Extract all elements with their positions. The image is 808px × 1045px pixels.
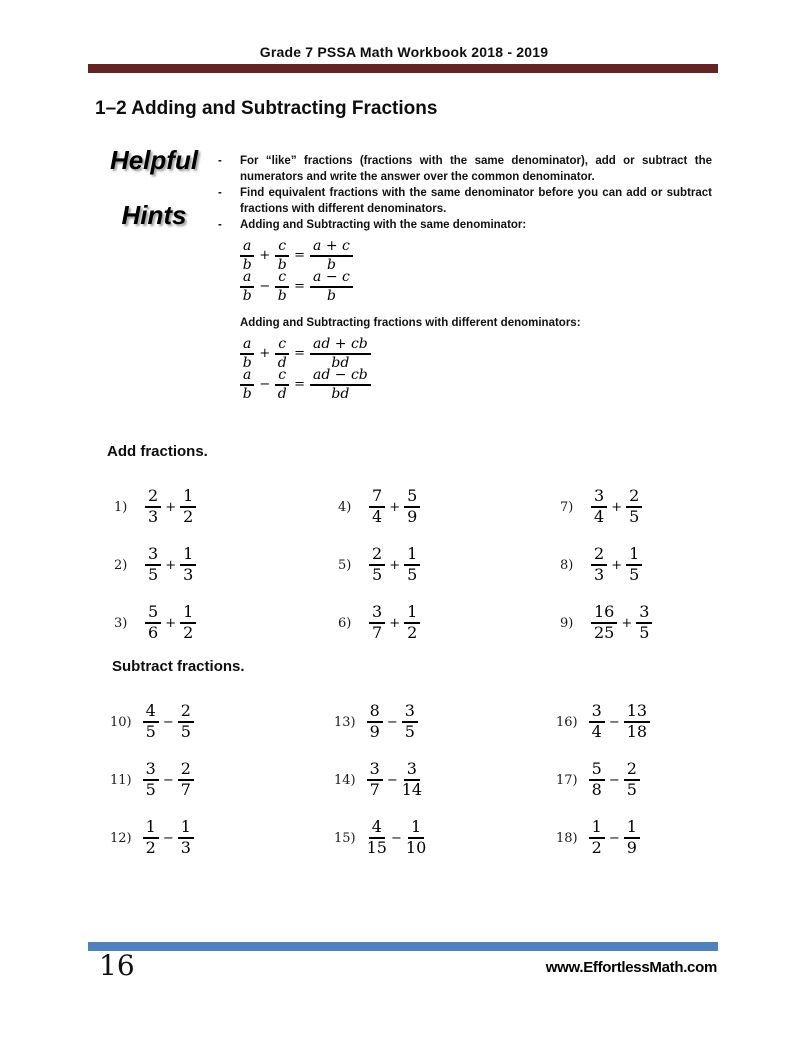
fraction-denominator: b bbox=[277, 287, 287, 304]
fraction-denominator: 7 bbox=[372, 623, 383, 642]
fraction-denominator: 8 bbox=[591, 780, 602, 799]
fraction-denominator: 9 bbox=[369, 722, 380, 741]
fraction-denominator: 5 bbox=[407, 565, 418, 584]
fraction-numerator: 2 bbox=[591, 546, 607, 566]
fraction bbox=[275, 368, 289, 401]
fraction-denominator: 5 bbox=[372, 565, 383, 584]
fraction-denominator: 25 bbox=[594, 623, 615, 642]
hint-bullet-dash: - bbox=[218, 155, 222, 167]
fraction bbox=[143, 761, 159, 799]
fraction-numerator: 4 bbox=[369, 819, 385, 839]
fraction bbox=[145, 604, 161, 642]
problem-item bbox=[114, 536, 338, 594]
fraction bbox=[591, 604, 617, 642]
fraction-denominator: b bbox=[242, 385, 252, 402]
fraction-numerator: 16 bbox=[591, 604, 617, 624]
fraction-denominator: 5 bbox=[626, 780, 637, 799]
fraction bbox=[369, 546, 385, 584]
fraction bbox=[145, 546, 161, 584]
fraction-numerator: 4 bbox=[143, 703, 159, 723]
fraction-numerator: 3 bbox=[636, 604, 652, 624]
problem-item bbox=[114, 478, 338, 536]
fraction bbox=[369, 488, 385, 526]
different-denominators-label: Adding and Subtracting fractions with different denominators: bbox=[240, 317, 581, 329]
fraction-denominator: 2 bbox=[183, 507, 194, 526]
problem-number: 6) bbox=[338, 615, 352, 631]
operator: + bbox=[165, 615, 177, 631]
fraction-denominator: bd bbox=[331, 385, 350, 402]
operator: + bbox=[389, 615, 401, 631]
operator: + bbox=[621, 615, 633, 631]
fraction bbox=[240, 239, 254, 272]
operator: − bbox=[162, 830, 174, 846]
fraction-denominator: b bbox=[242, 287, 252, 304]
fraction-numerator: 1 bbox=[180, 488, 196, 508]
fraction-numerator: 1 bbox=[404, 546, 420, 566]
fraction-numerator: 2 bbox=[178, 703, 194, 723]
fraction-denominator: b bbox=[242, 354, 252, 371]
fraction-denominator: 5 bbox=[148, 565, 159, 584]
problem-number: 17) bbox=[556, 772, 578, 788]
fraction-numerator: 5 bbox=[589, 761, 605, 781]
fraction-denominator: 5 bbox=[180, 722, 191, 741]
operator: = bbox=[294, 279, 306, 294]
add-fractions-problems bbox=[114, 478, 714, 652]
fraction-numerator: 1 bbox=[143, 819, 159, 839]
fraction-numerator: 2 bbox=[624, 761, 640, 781]
fraction bbox=[240, 270, 254, 303]
operator: = bbox=[294, 377, 306, 392]
fraction bbox=[624, 703, 650, 741]
fraction bbox=[178, 761, 194, 799]
fraction-numerator: 1 bbox=[624, 819, 640, 839]
fraction-denominator: 9 bbox=[407, 507, 418, 526]
problem-number: 4) bbox=[338, 499, 352, 515]
fraction-numerator: 3 bbox=[145, 546, 161, 566]
fraction-numerator: ad − cb bbox=[310, 368, 371, 386]
operator: − bbox=[259, 377, 271, 392]
fraction-denominator: 2 bbox=[145, 838, 156, 857]
fraction-numerator: 3 bbox=[367, 761, 383, 781]
fraction-numerator: 1 bbox=[178, 819, 194, 839]
problem-number: 9) bbox=[560, 615, 574, 631]
fraction bbox=[589, 703, 605, 741]
fraction bbox=[404, 546, 420, 584]
fraction-denominator: 3 bbox=[180, 838, 191, 857]
fraction bbox=[240, 337, 254, 370]
fraction bbox=[275, 239, 289, 272]
fraction-numerator: 2 bbox=[145, 488, 161, 508]
fraction-numerator: 3 bbox=[369, 604, 385, 624]
problem-item bbox=[556, 809, 714, 867]
fraction-denominator: 10 bbox=[405, 838, 427, 857]
fraction bbox=[143, 819, 159, 857]
fraction-numerator: 8 bbox=[367, 703, 383, 723]
fraction-denominator: 5 bbox=[629, 565, 640, 584]
fraction-numerator: 1 bbox=[408, 819, 424, 839]
fraction-numerator: c bbox=[275, 337, 289, 355]
problem-item bbox=[560, 536, 714, 594]
operator: − bbox=[162, 772, 174, 788]
fraction-numerator: 1 bbox=[626, 546, 642, 566]
fraction-denominator: 3 bbox=[148, 507, 159, 526]
operator: + bbox=[611, 499, 623, 515]
fraction bbox=[275, 270, 289, 303]
problem-number: 7) bbox=[560, 499, 574, 515]
problem-item bbox=[338, 478, 560, 536]
fraction bbox=[180, 604, 196, 642]
operator: − bbox=[259, 279, 271, 294]
problem-item bbox=[560, 478, 714, 536]
operator: − bbox=[608, 714, 620, 730]
fraction bbox=[636, 604, 652, 642]
hint-text: Adding and Subtracting with the same denominator: bbox=[240, 219, 527, 231]
fraction bbox=[178, 819, 194, 857]
fraction bbox=[589, 819, 605, 857]
fraction-numerator: 3 bbox=[402, 703, 418, 723]
fraction bbox=[589, 761, 605, 799]
fraction-numerator: c bbox=[275, 270, 289, 288]
fraction-denominator: 7 bbox=[369, 780, 380, 799]
fraction bbox=[143, 703, 159, 741]
fraction-denominator: 4 bbox=[372, 507, 383, 526]
problem-number: 8) bbox=[560, 557, 574, 573]
hint-text: For “like” fractions (fractions with the same denominator), add or subtract the numerators and write the answer over the common denominator. bbox=[240, 155, 712, 183]
different-denominator-formulas bbox=[240, 335, 712, 402]
fraction-numerator: a bbox=[240, 368, 254, 386]
fraction bbox=[178, 703, 194, 741]
fraction bbox=[404, 604, 420, 642]
fraction bbox=[310, 239, 353, 272]
fraction-numerator: 3 bbox=[589, 703, 605, 723]
hint-text: Find equivalent fractions with the same denominator before you can add or subtract fractions with different denominators. bbox=[240, 187, 712, 215]
hint-item bbox=[218, 153, 712, 185]
fraction-numerator: 13 bbox=[624, 703, 650, 723]
fraction-denominator: 5 bbox=[404, 722, 415, 741]
fraction bbox=[310, 368, 371, 401]
problem-item bbox=[334, 751, 556, 809]
problem-item bbox=[338, 594, 560, 652]
fraction-numerator: ad + cb bbox=[310, 337, 371, 355]
fraction-numerator: 5 bbox=[145, 604, 161, 624]
fraction-denominator: 7 bbox=[180, 780, 191, 799]
problem-item bbox=[114, 594, 338, 652]
fraction-numerator: c bbox=[275, 368, 289, 386]
formula bbox=[240, 335, 712, 371]
operator: + bbox=[389, 499, 401, 515]
fraction bbox=[626, 488, 642, 526]
operator: + bbox=[165, 499, 177, 515]
hints-label: Hints bbox=[121, 200, 187, 230]
operator: − bbox=[390, 830, 402, 846]
problem-item bbox=[334, 693, 556, 751]
fraction-numerator: 1 bbox=[180, 604, 196, 624]
problem-number: 15) bbox=[334, 830, 356, 846]
fraction-denominator: 5 bbox=[629, 507, 640, 526]
hint-item bbox=[218, 185, 712, 217]
problem-number: 11) bbox=[110, 772, 132, 788]
fraction bbox=[591, 488, 607, 526]
fraction bbox=[626, 546, 642, 584]
fraction-numerator: a bbox=[240, 239, 254, 257]
fraction-numerator: 7 bbox=[369, 488, 385, 508]
problem-item bbox=[556, 751, 714, 809]
fraction-numerator: a − c bbox=[310, 270, 353, 288]
problem-number: 2) bbox=[114, 557, 128, 573]
operator: − bbox=[162, 714, 174, 730]
fraction-numerator: 1 bbox=[404, 604, 420, 624]
operator: + bbox=[389, 557, 401, 573]
operator: − bbox=[608, 772, 620, 788]
formula bbox=[240, 268, 712, 304]
fraction-denominator: 2 bbox=[183, 623, 194, 642]
fraction bbox=[310, 337, 371, 370]
problem-number: 12) bbox=[110, 830, 132, 846]
fraction-numerator: 2 bbox=[178, 761, 194, 781]
fraction-denominator: 6 bbox=[148, 623, 159, 642]
problem-item bbox=[110, 751, 334, 809]
operator: + bbox=[611, 557, 623, 573]
fraction bbox=[145, 488, 161, 526]
fraction-denominator: b bbox=[277, 256, 287, 273]
fraction bbox=[367, 819, 387, 857]
fraction-numerator: 3 bbox=[591, 488, 607, 508]
problem-number: 3) bbox=[114, 615, 128, 631]
operator: − bbox=[608, 830, 620, 846]
fraction-denominator: 15 bbox=[366, 838, 387, 857]
fraction bbox=[406, 819, 426, 857]
fraction-denominator: d bbox=[277, 354, 287, 371]
fraction-numerator: 2 bbox=[369, 546, 385, 566]
problem-number: 1) bbox=[114, 499, 128, 515]
problem-number: 5) bbox=[338, 557, 352, 573]
fraction bbox=[310, 270, 353, 303]
problem-item bbox=[334, 809, 556, 867]
fraction bbox=[591, 546, 607, 584]
problem-item bbox=[110, 809, 334, 867]
fraction bbox=[275, 337, 289, 370]
fraction-numerator: a bbox=[240, 270, 254, 288]
fraction-denominator: 3 bbox=[594, 565, 605, 584]
fraction-denominator: 9 bbox=[626, 838, 637, 857]
footer-rule bbox=[88, 942, 718, 951]
subtract-fractions-problems bbox=[110, 693, 714, 867]
fraction-denominator: 18 bbox=[626, 722, 648, 741]
header-title: Grade 7 PSSA Math Workbook 2018 - 2019 bbox=[259, 44, 549, 60]
hint-item bbox=[218, 217, 712, 233]
fraction-numerator: 3 bbox=[404, 761, 420, 781]
problem-item bbox=[110, 693, 334, 751]
fraction bbox=[367, 761, 383, 799]
operator: = bbox=[294, 248, 306, 263]
operator: + bbox=[259, 346, 271, 361]
fraction bbox=[404, 488, 420, 526]
problem-number: 14) bbox=[334, 772, 356, 788]
fraction-numerator: 1 bbox=[180, 546, 196, 566]
fraction bbox=[369, 604, 385, 642]
fraction-denominator: b bbox=[242, 256, 252, 273]
fraction bbox=[402, 703, 418, 741]
fraction-denominator: 5 bbox=[145, 780, 156, 799]
operator: − bbox=[386, 714, 398, 730]
problem-number: 10) bbox=[110, 714, 132, 730]
fraction-denominator: 4 bbox=[591, 722, 602, 741]
problem-item bbox=[556, 693, 714, 751]
problem-item bbox=[560, 594, 714, 652]
fraction bbox=[624, 819, 640, 857]
fraction-denominator: 3 bbox=[183, 565, 194, 584]
add-fractions-heading: Add fractions. bbox=[107, 443, 208, 460]
fraction-denominator: 14 bbox=[401, 780, 423, 799]
header-rule bbox=[88, 64, 718, 73]
problem-number: 13) bbox=[334, 714, 356, 730]
problem-number: 16) bbox=[556, 714, 578, 730]
fraction-denominator: 5 bbox=[145, 722, 156, 741]
formula bbox=[240, 366, 712, 402]
operator: + bbox=[259, 248, 271, 263]
operator: = bbox=[294, 346, 306, 361]
fraction-denominator: 2 bbox=[591, 838, 602, 857]
hint-bullet-dash: - bbox=[218, 219, 222, 231]
hint-list bbox=[218, 153, 712, 233]
fraction-denominator: 4 bbox=[594, 507, 605, 526]
website-link: www.EffortlessMath.com bbox=[545, 959, 717, 976]
operator: + bbox=[165, 557, 177, 573]
fraction-denominator: b bbox=[326, 256, 336, 273]
fraction bbox=[180, 546, 196, 584]
fraction-numerator: c bbox=[275, 239, 289, 257]
fraction-denominator: d bbox=[277, 385, 287, 402]
problem-item bbox=[338, 536, 560, 594]
fraction bbox=[367, 703, 383, 741]
same-denominator-formulas bbox=[240, 237, 712, 304]
subtract-fractions-heading: Subtract fractions. bbox=[112, 658, 245, 675]
hints-body bbox=[218, 153, 712, 400]
fraction-numerator: a + c bbox=[310, 239, 353, 257]
fraction-numerator: 5 bbox=[404, 488, 420, 508]
fraction-numerator: a bbox=[240, 337, 254, 355]
fraction-numerator: 2 bbox=[626, 488, 642, 508]
fraction bbox=[624, 761, 640, 799]
fraction bbox=[240, 368, 254, 401]
helpful-label: Helpful bbox=[109, 145, 199, 175]
page-title: 1–2 Adding and Subtracting Fractions bbox=[95, 98, 438, 119]
hint-bullet-dash: - bbox=[218, 187, 222, 199]
operator: − bbox=[386, 772, 398, 788]
problem-number: 18) bbox=[556, 830, 578, 846]
fraction-denominator: 2 bbox=[407, 623, 418, 642]
fraction-denominator: 5 bbox=[639, 623, 650, 642]
formula bbox=[240, 237, 712, 273]
fraction bbox=[402, 761, 422, 799]
fraction bbox=[180, 488, 196, 526]
fraction-numerator: 3 bbox=[143, 761, 159, 781]
page-number: 16 bbox=[99, 949, 135, 982]
fraction-denominator: bd bbox=[331, 354, 350, 371]
fraction-denominator: b bbox=[326, 287, 336, 304]
fraction-numerator: 1 bbox=[589, 819, 605, 839]
